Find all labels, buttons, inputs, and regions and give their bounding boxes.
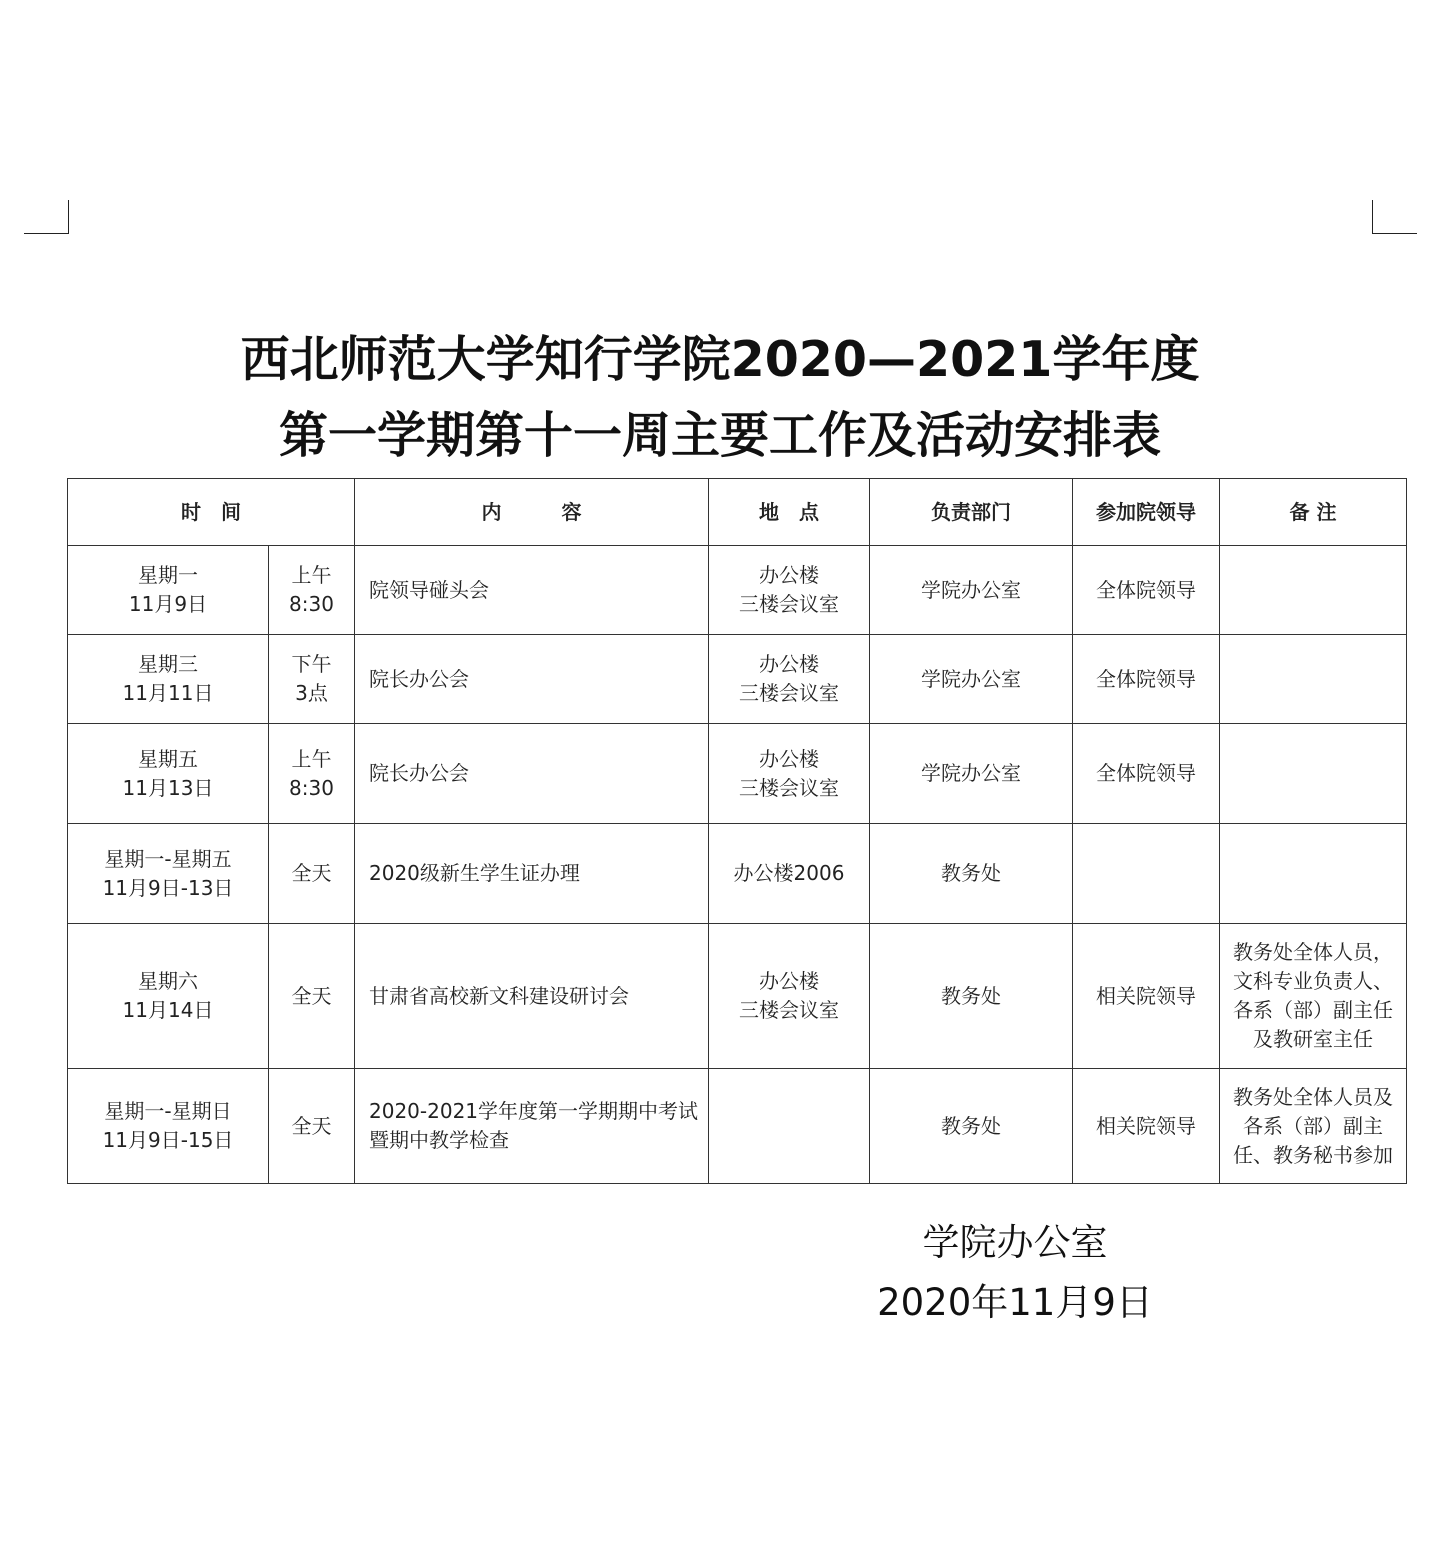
cell-notes — [1220, 635, 1407, 724]
cell-department: 学院办公室 — [870, 724, 1073, 824]
table-row — [68, 635, 1407, 724]
cell-department: 教务处 — [870, 1069, 1073, 1184]
cell-content: 院领导碰头会 — [355, 546, 709, 635]
cell-day: 星期五 11月13日 — [68, 724, 269, 824]
cell-department: 学院办公室 — [870, 635, 1073, 724]
cell-department: 教务处 — [870, 824, 1073, 924]
cell-location: 办公楼 三楼会议室 — [709, 635, 870, 724]
schedule-table — [67, 478, 1407, 1184]
cell-notes — [1220, 724, 1407, 824]
document-title — [0, 322, 1440, 474]
table-header-row — [68, 479, 1407, 546]
cell-location: 办公楼 三楼会议室 — [709, 924, 870, 1069]
header-location: 地 点 — [709, 479, 870, 546]
table-row — [68, 546, 1407, 635]
cell-notes: 教务处全体人员，文科专业负责人、各系（部）副主任及教研室主任 — [1220, 924, 1407, 1069]
cell-period: 下午 3点 — [269, 635, 355, 724]
title-line-1: 西北师范大学知行学院2020—2021学年度 — [240, 331, 1200, 388]
table-row — [68, 724, 1407, 824]
title-line-2: 第一学期第十一周主要工作及活动安排表 — [278, 407, 1161, 464]
cell-location: 办公楼2006 — [709, 824, 870, 924]
cell-department: 教务处 — [870, 924, 1073, 1069]
cell-leaders: 全体院领导 — [1073, 724, 1220, 824]
cell-notes: 教务处全体人员及各系（部）副主任、教务秘书参加 — [1220, 1069, 1407, 1184]
table-row — [68, 1069, 1407, 1184]
table-row — [68, 824, 1407, 924]
header-department: 负责部门 — [870, 479, 1073, 546]
cell-content: 甘肃省高校新文科建设研讨会 — [355, 924, 709, 1069]
cell-period: 全天 — [269, 824, 355, 924]
cell-day: 星期三 11月11日 — [68, 635, 269, 724]
cell-location: 办公楼 三楼会议室 — [709, 724, 870, 824]
cell-leaders: 全体院领导 — [1073, 635, 1220, 724]
cell-content: 院长办公会 — [355, 724, 709, 824]
cell-content: 院长办公会 — [355, 635, 709, 724]
header-content: 内 容 — [355, 479, 709, 546]
cell-day: 星期一-星期五 11月9日-13日 — [68, 824, 269, 924]
cell-content: 2020级新生学生证办理 — [355, 824, 709, 924]
cell-location — [709, 1069, 870, 1184]
page-corner-mark-left — [24, 200, 69, 234]
cell-leaders: 全体院领导 — [1073, 546, 1220, 635]
signature-office: 学院办公室 — [922, 1221, 1108, 1264]
cell-leaders — [1073, 824, 1220, 924]
cell-period: 全天 — [269, 924, 355, 1069]
page-corner-mark-right — [1372, 200, 1417, 234]
header-leaders: 参加院领导 — [1073, 479, 1220, 546]
cell-location: 办公楼 三楼会议室 — [709, 546, 870, 635]
cell-content: 2020-2021学年度第一学期期中考试暨期中教学检查 — [355, 1069, 709, 1184]
cell-day: 星期一 11月9日 — [68, 546, 269, 635]
header-time: 时 间 — [68, 479, 355, 546]
table-row — [68, 924, 1407, 1069]
cell-period: 全天 — [269, 1069, 355, 1184]
header-notes: 备 注 — [1220, 479, 1407, 546]
cell-day: 星期一-星期日 11月9日-15日 — [68, 1069, 269, 1184]
cell-period: 上午 8:30 — [269, 546, 355, 635]
cell-day: 星期六 11月14日 — [68, 924, 269, 1069]
cell-department: 学院办公室 — [870, 546, 1073, 635]
cell-period: 上午 8:30 — [269, 724, 355, 824]
cell-leaders: 相关院领导 — [1073, 1069, 1220, 1184]
cell-leaders: 相关院领导 — [1073, 924, 1220, 1069]
signature-date: 2020年11月9日 — [877, 1281, 1153, 1324]
cell-notes — [1220, 546, 1407, 635]
cell-notes — [1220, 824, 1407, 924]
